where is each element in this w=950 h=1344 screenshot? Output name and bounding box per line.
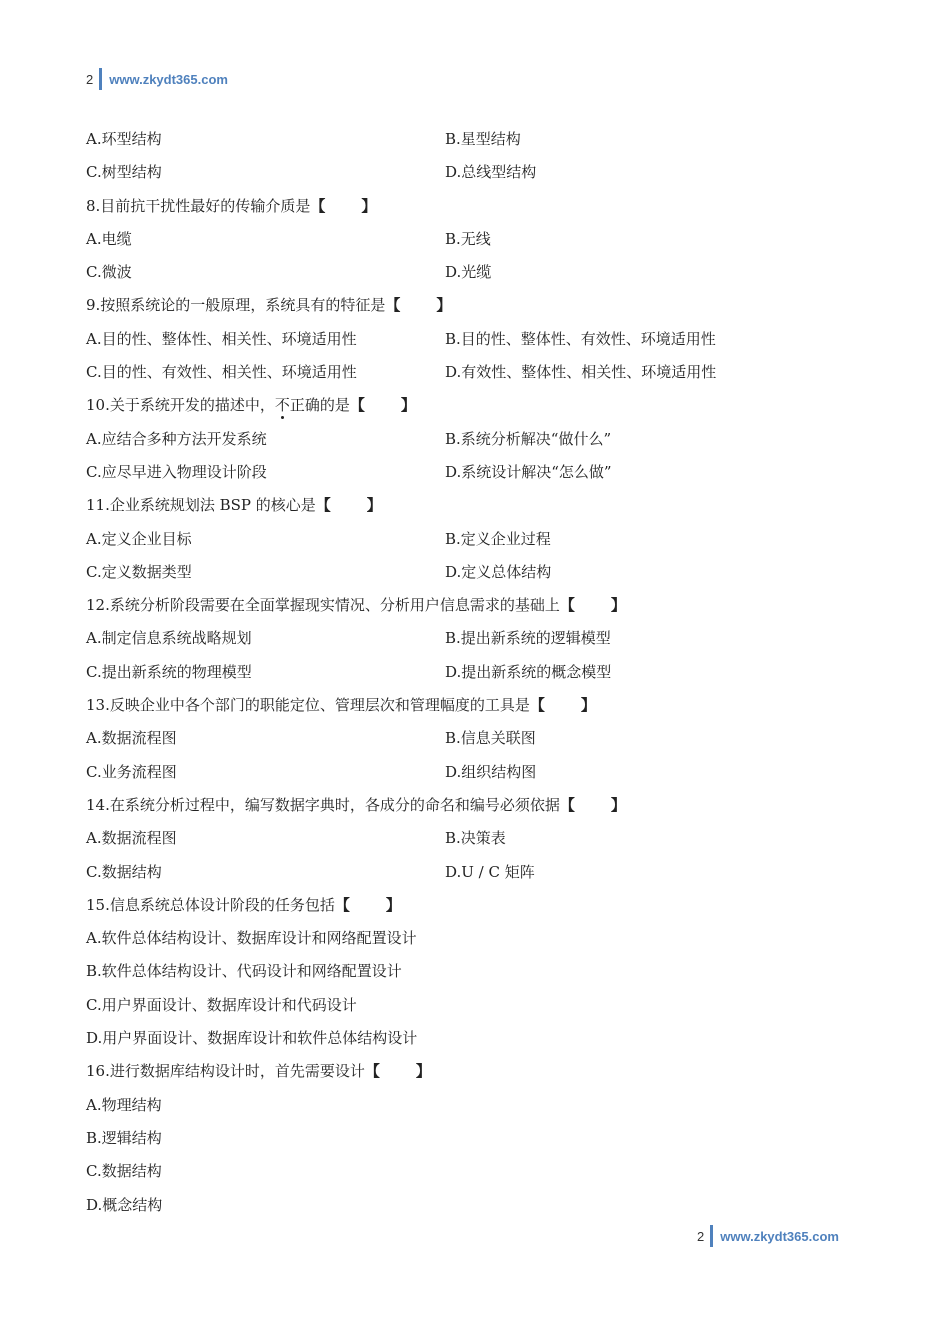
q7-option-d: D.总线型结构 — [445, 163, 537, 182]
q9-options-row-2 — [86, 356, 866, 389]
q13-options-row-1 — [86, 722, 866, 755]
answer-bracket: 【 】 — [310, 196, 377, 215]
q15-option-a: A.软件总体结构设计、数据库设计和网络配置设计 — [86, 929, 417, 948]
q8-option-d: D.光缆 — [445, 263, 492, 282]
answer-bracket: 【 】 — [559, 795, 626, 814]
q8-options-row-1 — [86, 223, 866, 256]
q15-stem — [86, 889, 866, 922]
q13-option-c: C.业务流程图 — [86, 762, 177, 781]
q14-stem — [86, 789, 866, 822]
q16-stem — [86, 1055, 866, 1088]
q10-stem-text: 10.关于系统开发的描述中， — [86, 396, 275, 415]
q7-options-row-1 — [86, 123, 866, 156]
q10-option-a: A.应结合多种方法开发系统 — [86, 429, 267, 448]
q13-stem — [86, 689, 866, 722]
q11-option-b: B.定义企业过程 — [445, 529, 551, 548]
q9-option-c: C.目的性、有效性、相关性、环境适用性 — [86, 363, 357, 382]
q7-option-b: B.星型结构 — [445, 130, 521, 148]
q10-option-d: D.系统设计解决“怎么做” — [445, 462, 612, 481]
q15-option-b: B.软件总体结构设计、代码设计和网络配置设计 — [86, 962, 402, 981]
q14-options-row-2 — [86, 856, 866, 889]
q11-stem-text: 11.企业系统规划法 BSP 的核心是 — [86, 496, 316, 515]
q10-stem — [86, 389, 866, 422]
question-list — [86, 123, 866, 1222]
q7-options-row-2 — [86, 156, 866, 189]
answer-bracket: 【 】 — [349, 396, 416, 415]
q10-option-c: C.应尽早进入物理设计阶段 — [86, 462, 267, 481]
q12-stem — [86, 589, 866, 622]
q14-option-a: A.数据流程图 — [86, 829, 177, 848]
answer-bracket: 【 】 — [385, 296, 452, 315]
answer-bracket: 【 】 — [364, 1062, 431, 1081]
q16-option-d: D.概念结构 — [86, 1195, 163, 1214]
q12-option-d: D.提出新系统的概念模型 — [445, 662, 612, 681]
answer-bracket: 【 】 — [315, 496, 382, 515]
q12-option-c: C.提出新系统的物理模型 — [86, 662, 252, 681]
q11-option-a: A.定义企业目标 — [86, 529, 192, 548]
q8-options-row-2 — [86, 256, 866, 289]
q9-option-b: B.目的性、整体性、有效性、环境适用性 — [445, 329, 716, 348]
q13-stem-text: 13.反映企业中各个部门的职能定位、管理层次和管理幅度的工具是 — [86, 696, 530, 715]
q11-options-row-2 — [86, 556, 866, 589]
q13-option-d: D.组织结构图 — [445, 762, 537, 781]
q16-option-b: B.逻辑结构 — [86, 1128, 162, 1147]
answer-bracket: 【 】 — [559, 596, 626, 615]
q16-stem-text: 16.进行数据库结构设计时，首先需要设计 — [86, 1062, 365, 1081]
q12-options-row-2 — [86, 656, 866, 689]
q12-option-a: A.制定信息系统战略规划 — [86, 629, 252, 648]
q7-option-c: C.树型结构 — [86, 163, 162, 182]
q9-stem — [86, 289, 866, 322]
q14-option-c: C.数据结构 — [86, 862, 162, 881]
q10-stem-text-end: 正确的是 — [289, 396, 350, 415]
q13-option-b: B.信息关联图 — [445, 729, 536, 748]
q15-option-c: C.用户界面设计、数据库设计和代码设计 — [86, 995, 357, 1014]
q15-option-d: D.用户界面设计、数据库设计和软件总体结构设计 — [86, 1029, 418, 1048]
q13-option-a: A.数据流程图 — [86, 729, 177, 748]
q9-option-a: A.目的性、整体性、相关性、环境适用性 — [86, 329, 357, 348]
q14-options-row-1 — [86, 822, 866, 855]
footer-divider — [710, 1225, 713, 1247]
q11-option-c: C.定义数据类型 — [86, 562, 192, 581]
q12-option-b: B.提出新系统的逻辑模型 — [445, 629, 611, 648]
q14-option-b: B.决策表 — [445, 829, 506, 848]
header-site-link[interactable]: www.zkydt365.com — [109, 71, 228, 87]
q10-options-row-1 — [86, 423, 866, 456]
q8-option-b: B.无线 — [445, 229, 491, 248]
header-divider — [99, 68, 102, 90]
emphasis-mark: 不 — [275, 389, 290, 422]
q10-options-row-2 — [86, 456, 866, 489]
q14-stem-text: 14.在系统分析过程中，编写数据字典时，各成分的命名和编号必须依据 — [86, 795, 560, 814]
q15-stem-text: 15.信息系统总体设计阶段的任务包括 — [86, 895, 335, 914]
q11-stem — [86, 489, 866, 522]
q12-stem-text: 12.系统分析阶段需要在全面掌握现实情况、分析用户信息需求的基础上 — [86, 596, 560, 615]
q12-options-row-1 — [86, 622, 866, 655]
q14-option-d: D.U / C 矩阵 — [445, 862, 535, 881]
q9-option-d: D.有效性、整体性、相关性、环境适用性 — [445, 363, 717, 382]
footer-page-number: 2 — [697, 1228, 705, 1244]
q8-option-a: A.电缆 — [86, 229, 132, 248]
answer-bracket: 【 】 — [334, 895, 401, 914]
q7-option-a: A.环型结构 — [86, 130, 162, 148]
q8-stem-text: 8.目前抗干扰性最好的传输介质是 — [86, 196, 311, 215]
q11-option-d: D.定义总体结构 — [445, 562, 552, 581]
q13-options-row-2 — [86, 756, 866, 789]
q9-options-row-1 — [86, 323, 866, 356]
answer-bracket: 【 】 — [529, 696, 596, 715]
footer-site-link[interactable]: www.zkydt365.com — [720, 1228, 839, 1244]
page-header — [86, 66, 228, 92]
q11-options-row-1 — [86, 523, 866, 556]
page-footer — [697, 1223, 839, 1249]
header-page-number: 2 — [86, 71, 94, 87]
q9-stem-text: 9.按照系统论的一般原理，系统具有的特征是 — [86, 296, 386, 315]
q10-option-b: B.系统分析解决“做什么” — [445, 429, 612, 448]
q8-option-c: C.微波 — [86, 263, 132, 282]
q16-option-c: C.数据结构 — [86, 1162, 162, 1181]
q8-stem — [86, 190, 866, 223]
q16-option-a: A.物理结构 — [86, 1095, 162, 1114]
